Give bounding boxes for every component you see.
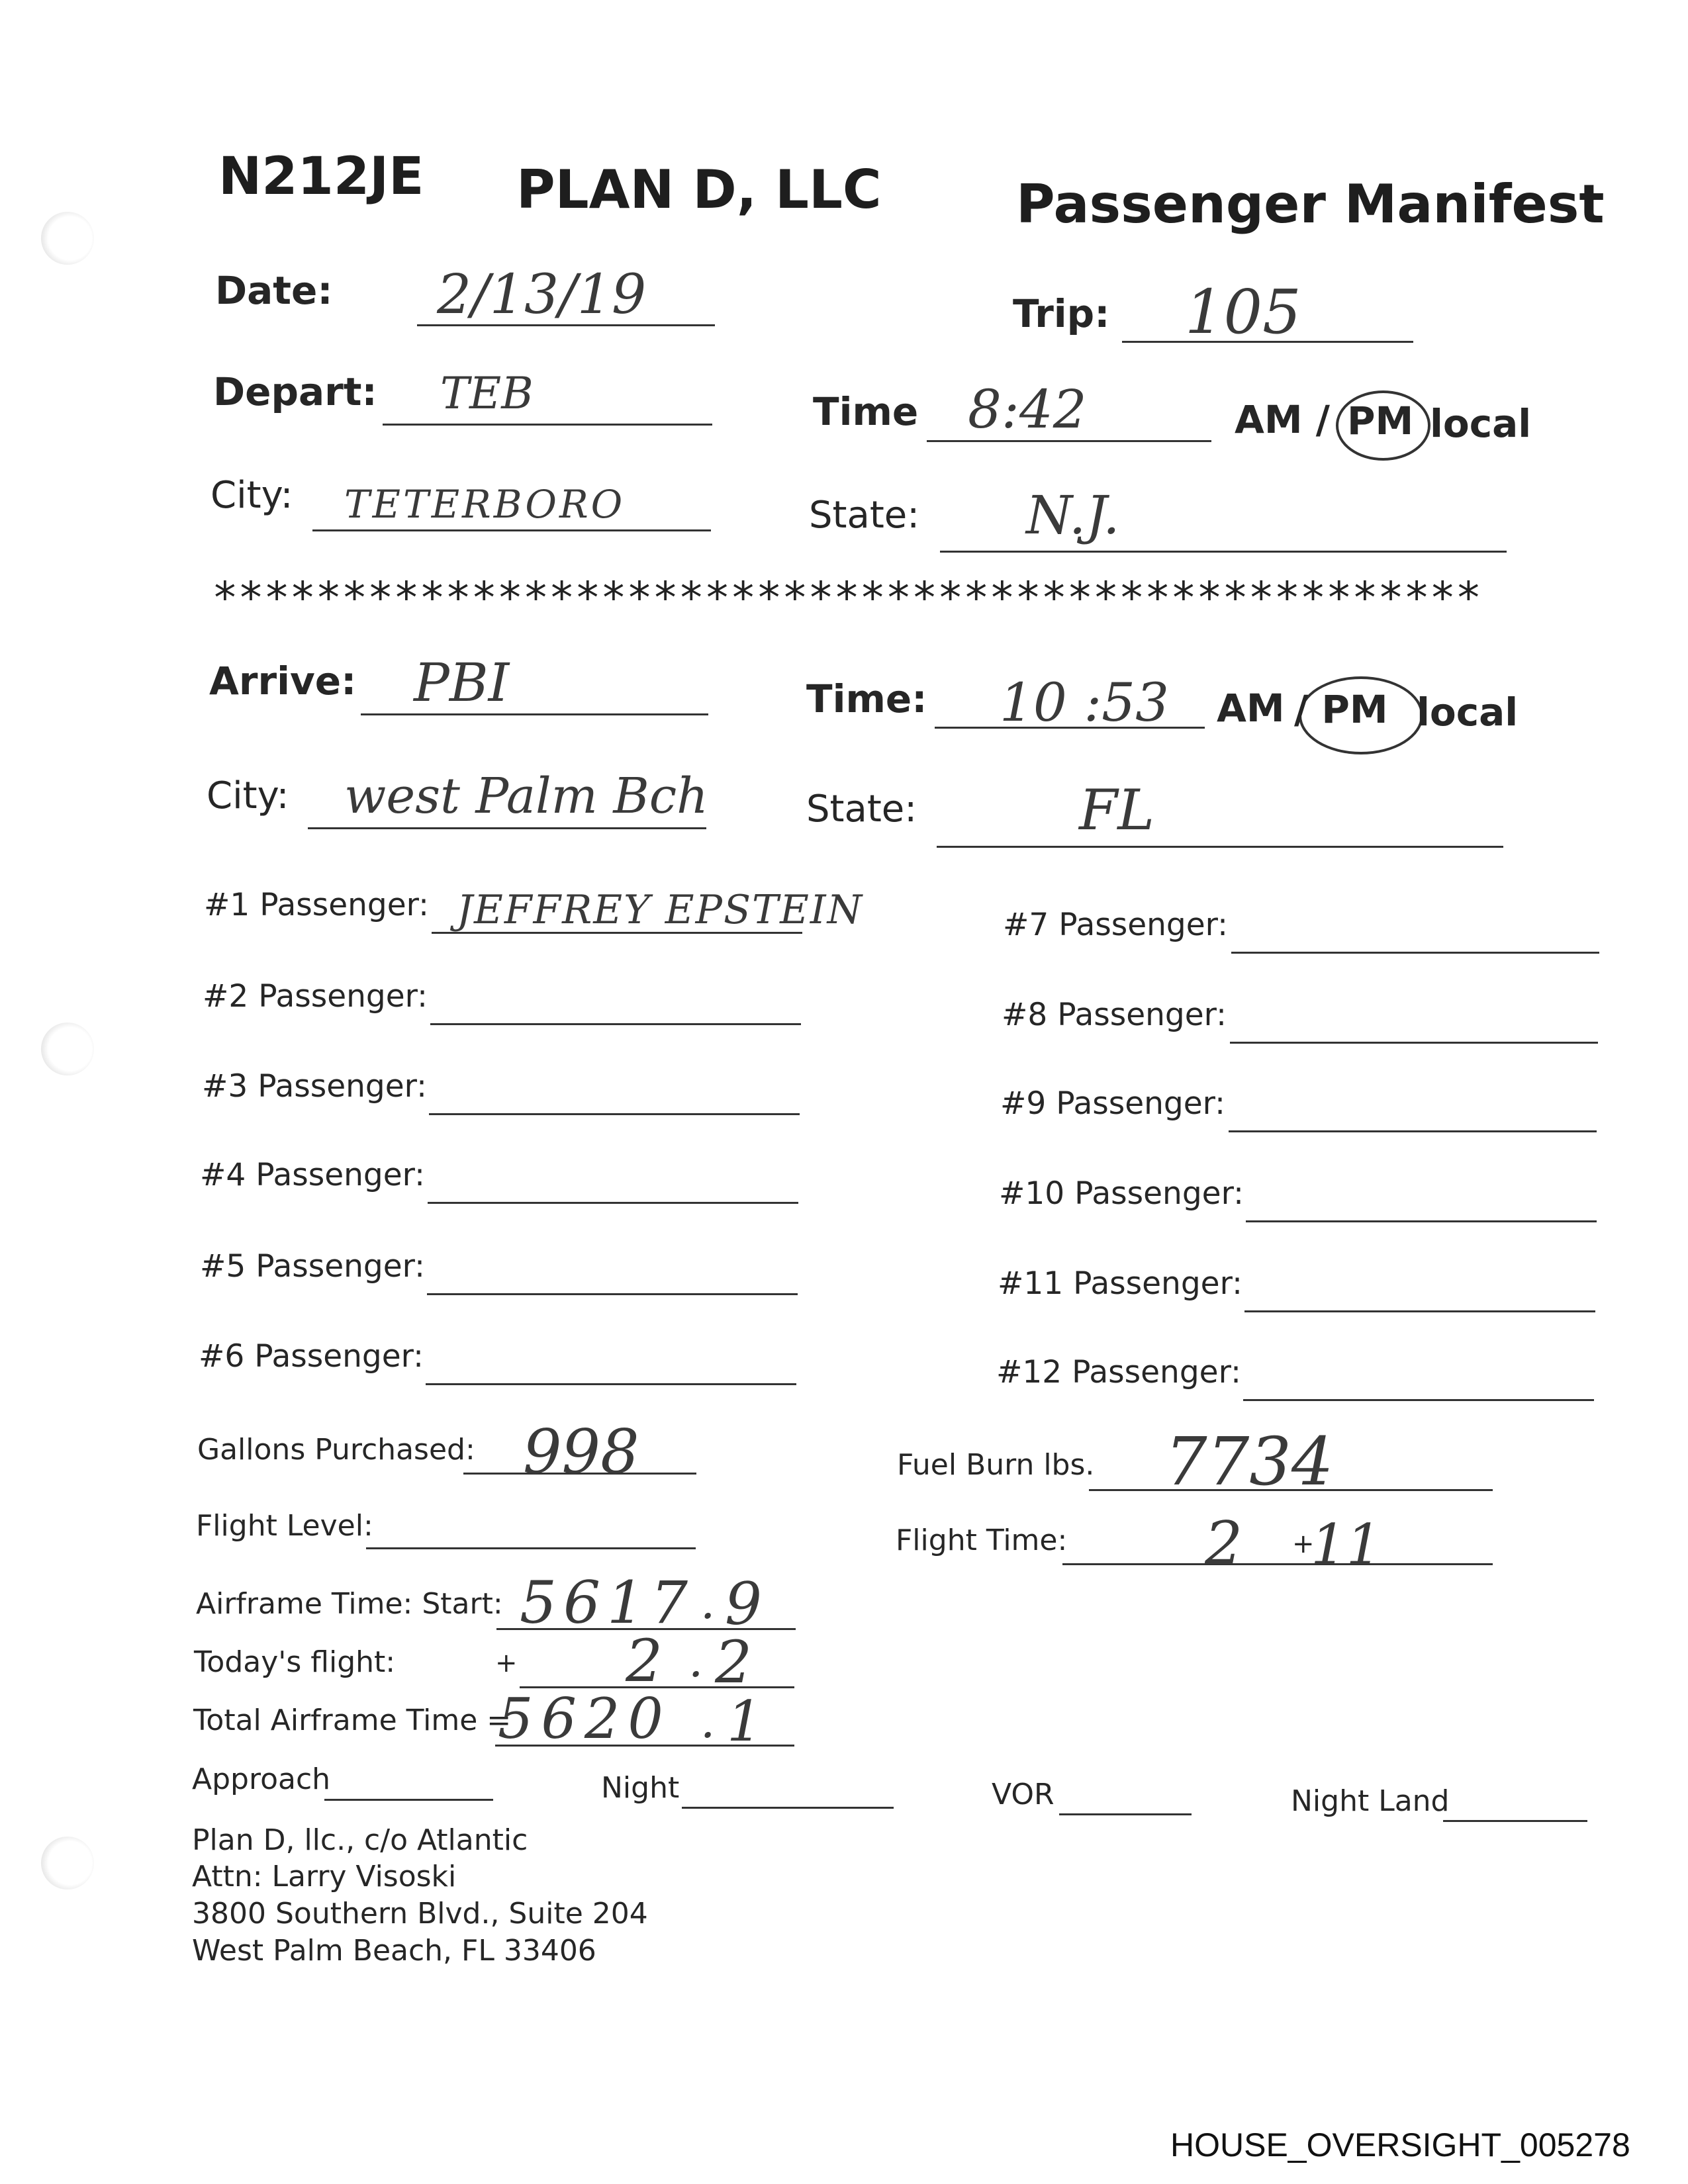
arrive-city-line — [308, 827, 706, 829]
depart-value: TEB — [440, 368, 534, 419]
date-label: Date: — [215, 268, 333, 313]
arrive-am-text: AM — [1217, 686, 1285, 731]
passenger-8-label: #8 Passenger: — [1002, 997, 1227, 1033]
airframe-start-label: Airframe Time: Start: — [196, 1587, 503, 1621]
total-airframe-label: Total Airframe Time = — [193, 1704, 512, 1737]
approach-label: Approach — [192, 1762, 331, 1796]
flight-time-minutes: 11 — [1311, 1512, 1382, 1577]
arrive-line — [361, 713, 708, 715]
passenger-1-label: #1 Passenger: — [204, 887, 430, 923]
arrive-time-value: 10 :53 — [1000, 672, 1169, 733]
total-airframe-tenth: 1 — [727, 1689, 763, 1754]
depart-city-value: TETERBORO — [344, 482, 626, 527]
arrive-label: Arrive: — [209, 659, 357, 704]
passenger-9-line — [1229, 1130, 1597, 1132]
depart-line — [383, 424, 712, 426]
passenger-8-line — [1230, 1042, 1598, 1044]
todays-flight-plus: + — [495, 1648, 518, 1678]
date-value: 2/13/19 — [437, 263, 647, 326]
passenger-6-line — [426, 1383, 796, 1385]
fuel-burn-value: 7734 — [1165, 1423, 1334, 1500]
depart-state-line — [940, 551, 1507, 553]
passenger-2-label: #2 Passenger: — [203, 978, 428, 1015]
passenger-12-label: #12 Passenger: — [996, 1354, 1241, 1390]
address-line-4: West Palm Beach, FL 33406 — [192, 1934, 596, 1968]
passenger-7-label: #7 Passenger: — [1003, 907, 1229, 943]
night-label: Night — [601, 1771, 680, 1805]
flight-level-line — [366, 1547, 696, 1549]
binder-hole-middle — [41, 1023, 94, 1075]
passenger-12-line — [1243, 1399, 1594, 1401]
arrive-state-label: State: — [806, 788, 917, 831]
total-airframe-whole: 5620 — [498, 1686, 671, 1751]
flight-time-line — [1062, 1563, 1493, 1565]
company-name: PLAN D, LLC — [516, 159, 882, 220]
depart-label: Depart: — [213, 369, 377, 414]
passenger-7-line — [1231, 952, 1599, 954]
flight-time-plus: + — [1292, 1529, 1315, 1559]
passenger-10-label: #10 Passenger: — [999, 1175, 1244, 1212]
arrive-city-value: west Palm Bch — [344, 768, 708, 825]
passenger-10-line — [1246, 1220, 1597, 1222]
passenger-11-label: #11 Passenger: — [998, 1265, 1243, 1302]
todays-flight-dot: . — [688, 1633, 704, 1688]
depart-city-label: City: — [211, 474, 293, 517]
vor-label: VOR — [992, 1778, 1055, 1811]
depart-state-value: N.J. — [1026, 484, 1120, 546]
airframe-start-tenth: 9 — [725, 1570, 762, 1638]
arrive-local-text: local — [1417, 690, 1519, 735]
arrive-time-label: Time: — [806, 676, 927, 721]
arrive-state-line — [937, 846, 1503, 848]
airframe-start-dot: . — [700, 1575, 716, 1629]
address-line-3: 3800 Southern Blvd., Suite 204 — [192, 1897, 648, 1931]
passenger-4-label: #4 Passenger: — [200, 1157, 426, 1193]
todays-flight-whole: 2 — [626, 1627, 663, 1695]
airframe-start-whole: 5617 — [520, 1569, 694, 1637]
trip-label: Trip: — [1013, 291, 1110, 336]
passenger-9-label: #9 Passenger: — [1000, 1085, 1226, 1122]
passenger-6-label: #6 Passenger: — [199, 1338, 424, 1375]
trip-value: 105 — [1185, 277, 1301, 347]
passenger-4-line — [428, 1202, 798, 1204]
binder-hole-top — [41, 212, 94, 265]
passenger-5-line — [427, 1293, 798, 1295]
gallons-purchased-label: Gallons Purchased: — [197, 1433, 475, 1467]
depart-local-text: local — [1430, 401, 1532, 446]
arrive-city-label: City: — [207, 774, 289, 817]
arrive-pm-text: / PM — [1294, 687, 1388, 732]
todays-flight-label: Today's flight: — [194, 1645, 396, 1679]
depart-city-line — [312, 529, 711, 531]
todays-flight-tenth: 2 — [715, 1628, 752, 1696]
fuel-burn-label: Fuel Burn lbs. — [897, 1448, 1095, 1482]
gallons-purchased-value: 998 — [523, 1416, 639, 1487]
passenger-1-value: JEFFREY EPSTEIN — [457, 887, 864, 933]
passenger-5-label: #5 Passenger: — [200, 1248, 426, 1285]
total-airframe-dot: . — [700, 1694, 716, 1749]
flight-level-label: Flight Level: — [196, 1509, 373, 1543]
address-line-1: Plan D, llc., c/o Atlantic — [192, 1823, 528, 1857]
depart-time-line — [927, 440, 1211, 442]
passenger-3-line — [429, 1113, 800, 1115]
approach-line — [324, 1799, 493, 1801]
night-land-line — [1443, 1820, 1587, 1822]
depart-time-value: 8:42 — [968, 379, 1087, 440]
night-land-label: Night Land — [1291, 1784, 1450, 1818]
depart-time-label: Time — [813, 389, 919, 434]
tail-number: N212JE — [218, 147, 424, 206]
passenger-3-label: #3 Passenger: — [202, 1068, 428, 1105]
document-title: Passenger Manifest — [1016, 173, 1605, 235]
flight-time-label: Flight Time: — [896, 1524, 1068, 1557]
flight-time-hours: 2 — [1205, 1509, 1243, 1578]
arrive-state-value: FL — [1079, 778, 1155, 842]
vor-line — [1059, 1813, 1192, 1815]
address-line-2: Attn: Larry Visoski — [192, 1860, 457, 1893]
depart-state-label: State: — [809, 494, 920, 537]
passenger-11-line — [1244, 1310, 1595, 1312]
binder-hole-bottom — [41, 1837, 94, 1889]
bates-number: HOUSE_OVERSIGHT_005278 — [1170, 2126, 1630, 2163]
passenger-2-line — [430, 1023, 801, 1025]
arrive-value: PBI — [414, 652, 510, 713]
depart-am-text: AM / — [1235, 397, 1330, 442]
night-line — [682, 1807, 894, 1809]
star-separator: ************************************************* — [212, 572, 1481, 623]
depart-pm-text: PM — [1347, 398, 1414, 443]
